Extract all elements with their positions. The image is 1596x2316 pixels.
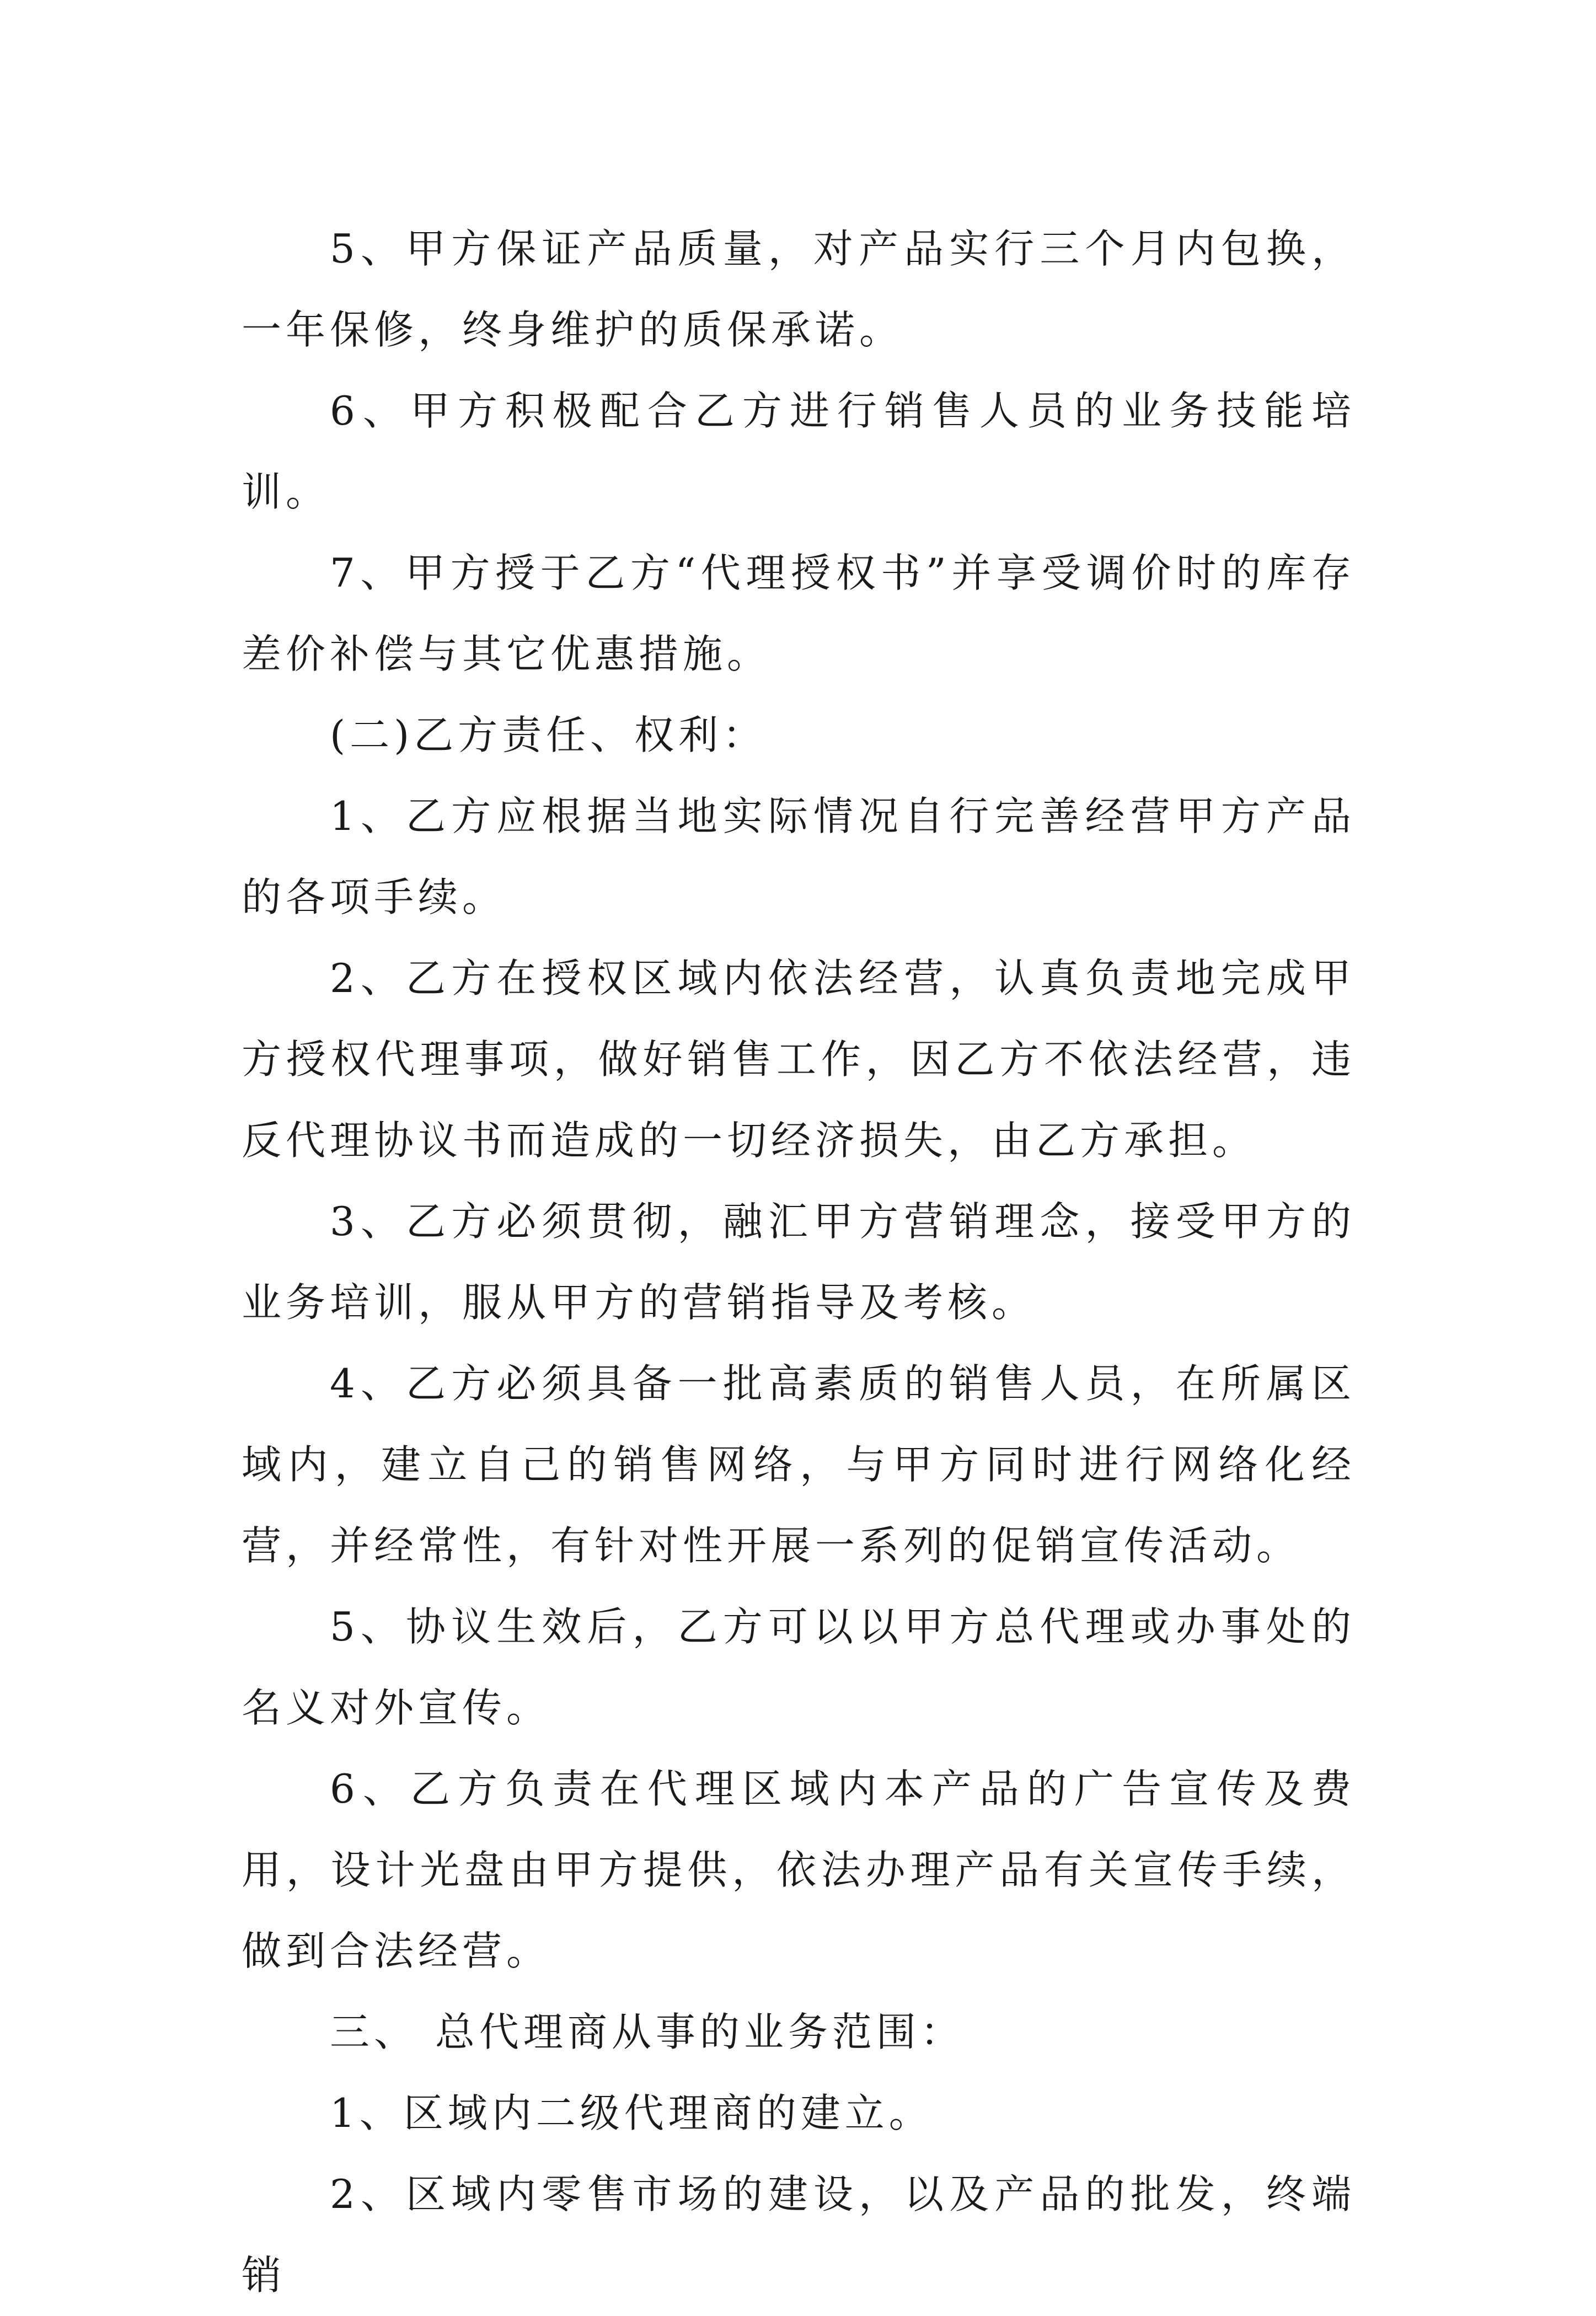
paragraph-party-b-procedures: 1、乙方应根据当地实际情况自行完善经营甲方产品的各项手续。 bbox=[242, 793, 1356, 920]
paragraph-scope-sub-agents: 1、区域内二级代理商的建立。 bbox=[330, 2090, 933, 2136]
paragraph-party-b-advertising: 6、乙方负责在代理区域内本产品的广告宣传及费用，设计光盘由甲方提供，依法办理产品有关宣传手续，做到合法经营。 bbox=[242, 1766, 1356, 1974]
document-body bbox=[242, 208, 1356, 2316]
paragraph-party-a-quality-guarantee: 5、甲方保证产品质量，对产品实行三个月内包换，一年保修，终身维护的质保承诺。 bbox=[242, 226, 1356, 353]
paragraph-scope-retail-market: 2、区域内零售市场的建设，以及产品的批发，终端销 bbox=[242, 2171, 1356, 2298]
paragraph-party-a-training: 6、甲方积极配合乙方进行销售人员的业务技能培训。 bbox=[242, 388, 1356, 515]
paragraph-party-b-publicity: 5、协议生效后，乙方可以以甲方总代理或办事处的名义对外宣传。 bbox=[242, 1604, 1356, 1731]
paragraph-party-a-authorization: 7、甲方授于乙方“代理授权书”并享受调价时的库存差价补偿与其它优惠措施。 bbox=[242, 550, 1356, 677]
section-heading-business-scope: 三、 总代理商从事的业务范围： bbox=[330, 2009, 965, 2055]
section-heading-party-b: (二)乙方责任、权利： bbox=[330, 712, 767, 758]
paragraph-party-b-lawful-operation: 2、乙方在授权区域内依法经营，认真负责地完成甲方授权代理事项，做好销售工作，因乙方不依法经营，违反代理协议书而造成的一切经济损失，由乙方承担。 bbox=[242, 955, 1356, 1164]
paragraph-party-b-marketing: 3、乙方必须贯彻，融汇甲方营销理念，接受甲方的业务培训，服从甲方的营销指导及考核。 bbox=[242, 1198, 1356, 1326]
paragraph-party-b-sales-staff: 4、乙方必须具备一批高素质的销售人员，在所属区域内，建立自己的销售网络，与甲方同时进行网络化经营，并经常性，有针对性开展一系列的促销宣传活动。 bbox=[242, 1360, 1356, 1569]
